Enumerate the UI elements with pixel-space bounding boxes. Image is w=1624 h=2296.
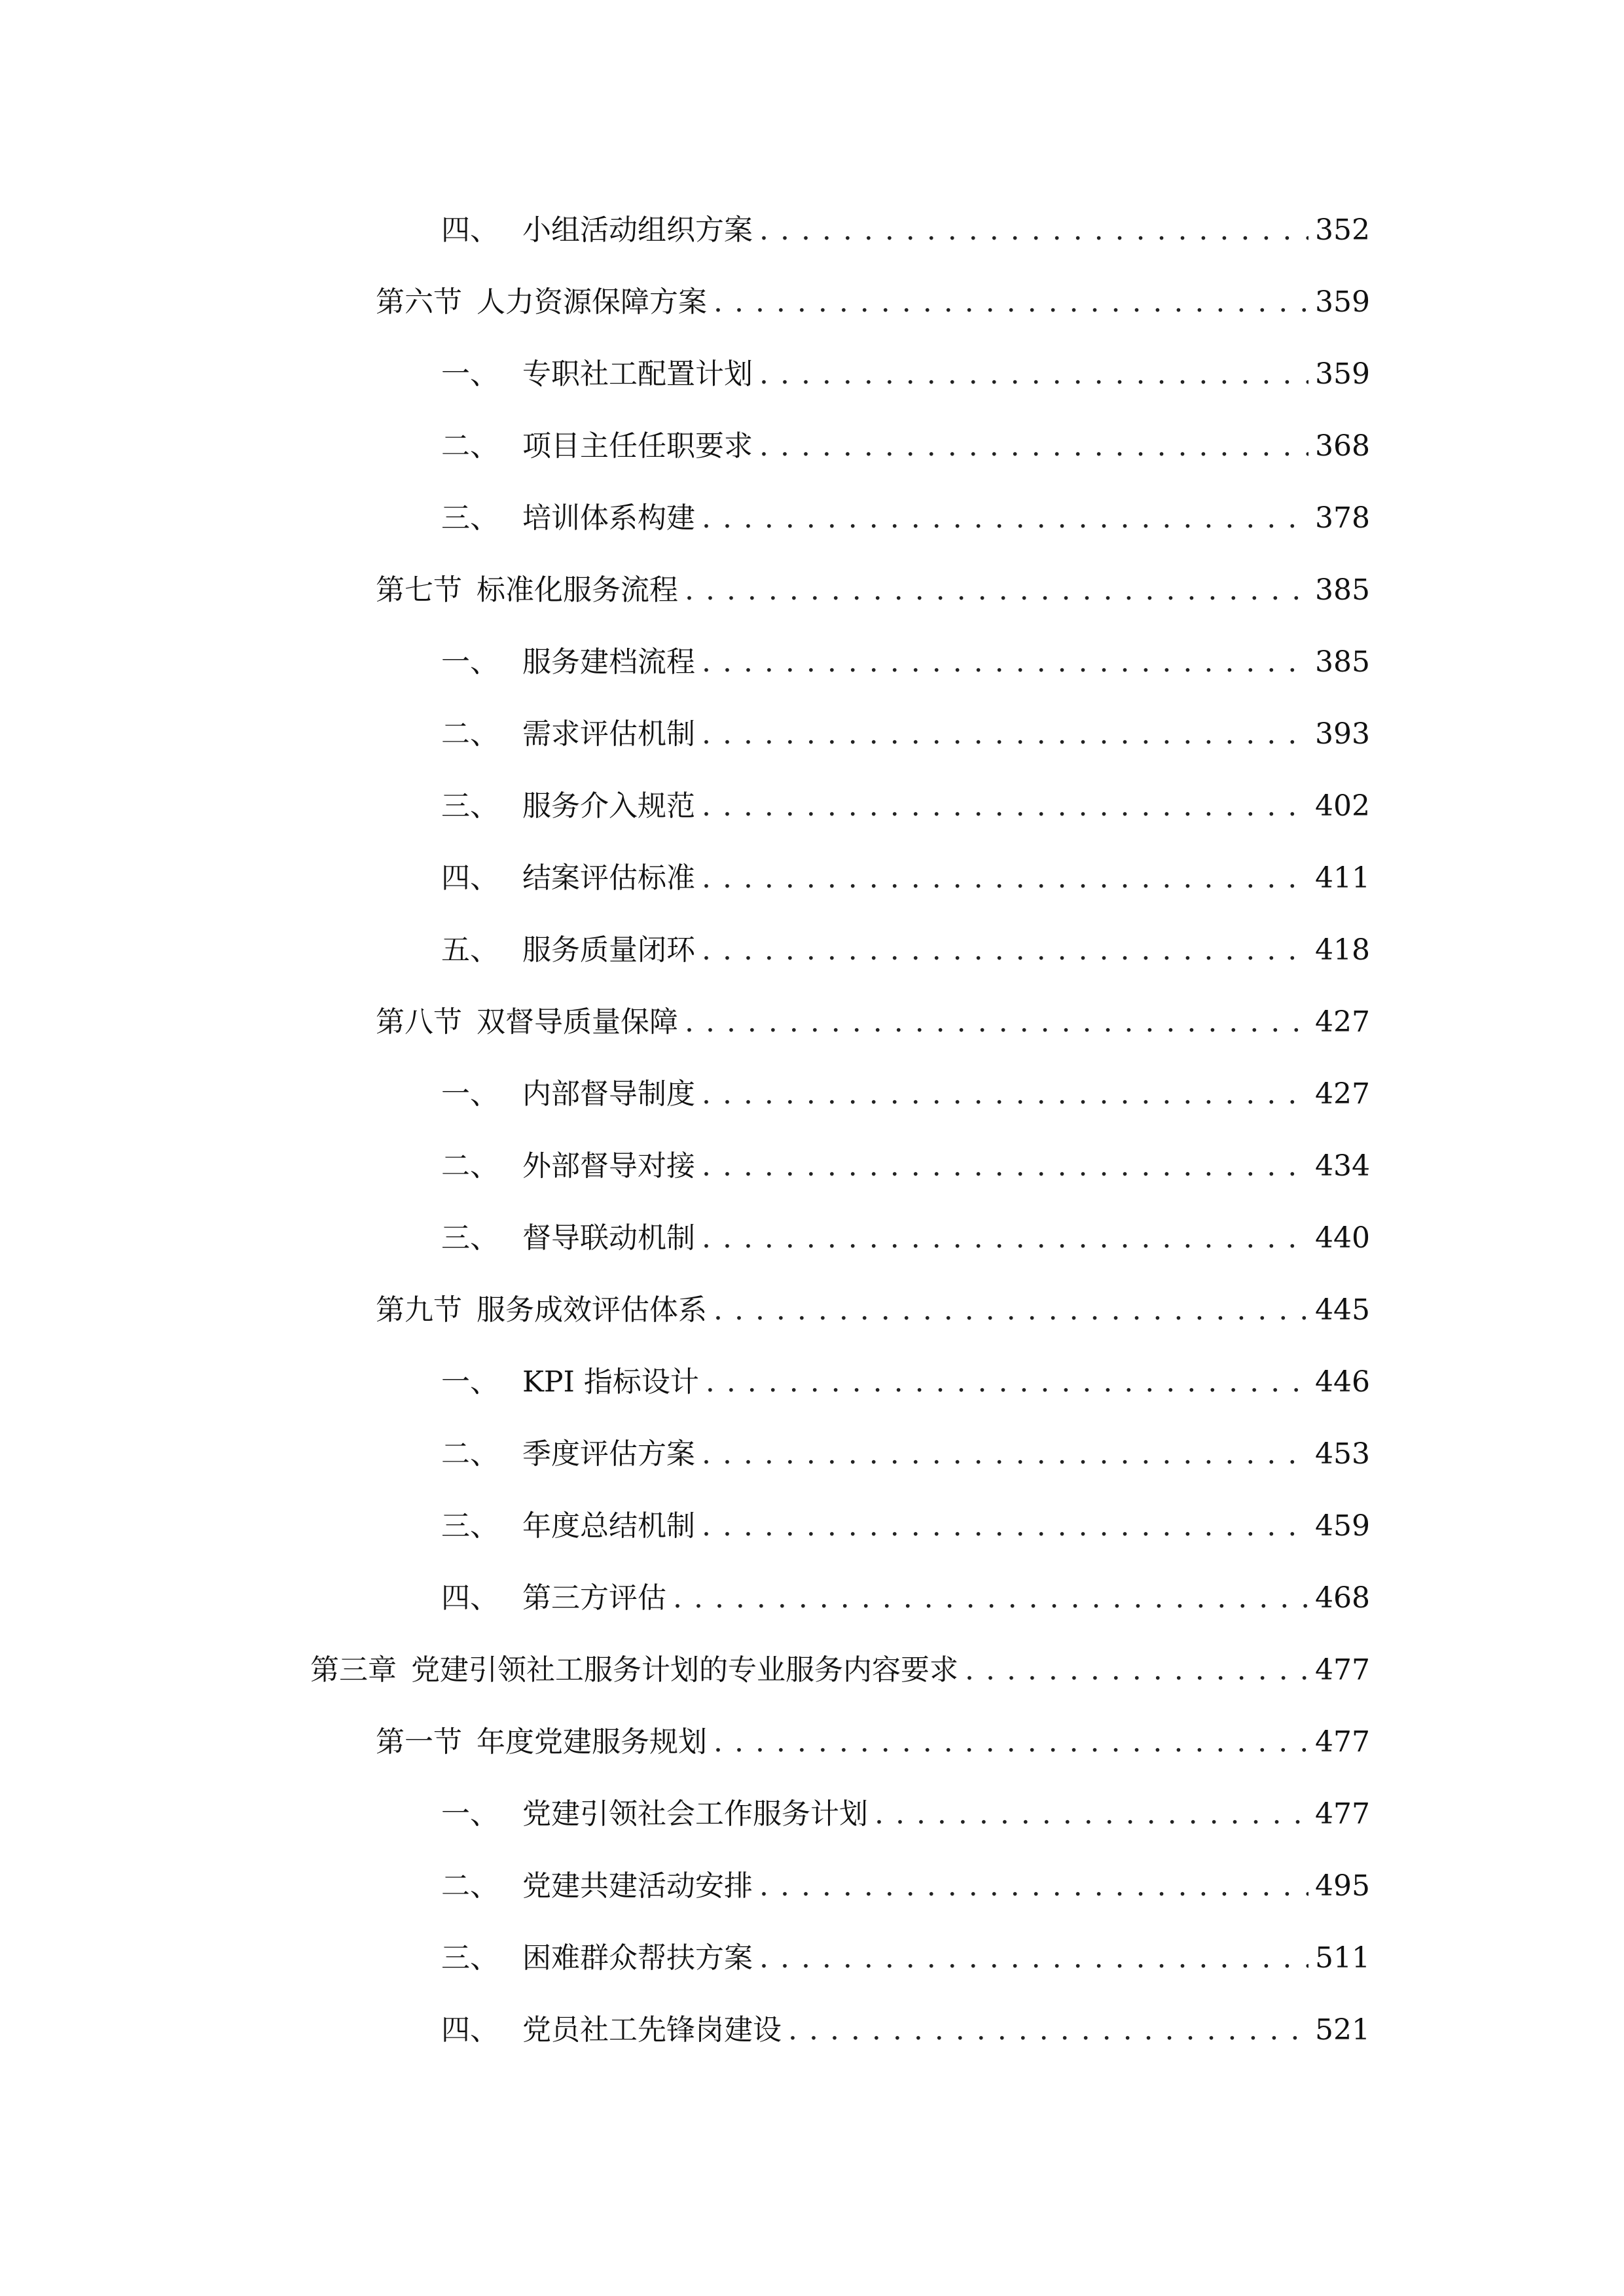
toc-entry[interactable]	[376, 563, 1370, 609]
toc-entry-title: 外部督导对接	[522, 1149, 695, 1183]
toc-entry-number: 第三章	[310, 1653, 397, 1687]
toc-entry-title: 内部督导制度	[522, 1077, 695, 1111]
dot-leader	[965, 1652, 1308, 1689]
toc-entry-number: 二、	[441, 717, 499, 751]
toc-entry-page: 453	[1315, 1437, 1370, 1471]
toc-entry-title: 党员社工先锋岗建设	[522, 2013, 782, 2047]
toc-entry-title: 季度评估方案	[522, 1437, 695, 1471]
toc-entry[interactable]	[441, 203, 1370, 249]
toc-entry-title: 服务成效评估体系	[477, 1293, 707, 1327]
toc-entry-title: 培训体系构建	[522, 501, 695, 535]
dot-leader	[759, 1868, 1308, 1905]
dot-leader	[702, 644, 1308, 681]
toc-entry-page: 427	[1315, 1005, 1370, 1039]
toc-entry-page: 385	[1315, 645, 1370, 679]
toc-entry-title: 双督导质量保障	[477, 1005, 678, 1039]
toc-entry-title: 年度总结机制	[522, 1509, 695, 1543]
toc-entry-number: 一、	[441, 645, 499, 679]
dot-leader	[759, 428, 1308, 465]
dot-leader	[713, 1292, 1308, 1329]
dot-leader	[702, 500, 1308, 537]
toc-entry-number: 三、	[441, 789, 499, 823]
toc-entry-number: 五、	[441, 933, 499, 967]
dot-leader	[673, 1580, 1308, 1617]
toc-entry[interactable]	[441, 1139, 1370, 1185]
dot-leader	[759, 1940, 1308, 1977]
toc-entry-page: 378	[1315, 501, 1370, 535]
toc-entry[interactable]	[441, 1355, 1370, 1401]
toc-entry-number: 三、	[441, 1941, 499, 1975]
toc-entry-page: 468	[1315, 1581, 1370, 1615]
toc-entry[interactable]	[310, 1643, 1370, 1689]
toc-entry-number: 三、	[441, 501, 499, 535]
toc-entry-title: 服务介入规范	[522, 789, 695, 823]
toc-entry-number: 四、	[441, 2013, 499, 2047]
toc-entry[interactable]	[441, 779, 1370, 825]
toc-entry-page: 359	[1315, 285, 1370, 319]
toc-entry-title: 党建引领社会工作服务计划	[522, 1797, 868, 1831]
toc-entry-title: 困难群众帮扶方案	[522, 1941, 753, 1975]
dot-leader	[702, 932, 1308, 969]
toc-entry-number: 第七节	[376, 573, 462, 607]
toc-entry-page: 393	[1315, 717, 1370, 751]
toc-entry[interactable]	[376, 995, 1370, 1041]
dot-leader	[875, 1796, 1308, 1833]
toc-entry[interactable]	[376, 1715, 1370, 1761]
dot-leader	[702, 1076, 1308, 1113]
toc-entry-number: 二、	[441, 1149, 499, 1183]
dot-leader	[685, 1004, 1308, 1041]
toc-entry-page: 477	[1315, 1653, 1370, 1687]
toc-entry-title: 年度党建服务规划	[477, 1725, 707, 1759]
dot-leader	[759, 212, 1308, 249]
toc-entry-title: 小组活动组织方案	[522, 213, 753, 247]
dot-leader	[713, 1724, 1308, 1761]
dot-leader	[759, 356, 1308, 393]
toc-entry-title: 结案评估标准	[522, 861, 695, 895]
toc-entry-number: 二、	[441, 429, 499, 463]
toc-entry-title: 项目主任任职要求	[522, 429, 753, 463]
toc-entry-number: 一、	[441, 1365, 499, 1399]
toc-entry-number: 四、	[441, 1581, 499, 1615]
toc-entry-page: 352	[1315, 213, 1370, 247]
toc-entry-page: 385	[1315, 573, 1370, 607]
toc-entry[interactable]	[441, 419, 1370, 465]
toc-entry[interactable]	[441, 491, 1370, 537]
toc-entry[interactable]	[441, 635, 1370, 681]
toc-entry[interactable]	[441, 2003, 1370, 2049]
toc-entry[interactable]	[441, 1931, 1370, 1977]
toc-entry-title: 需求评估机制	[522, 717, 695, 751]
dot-leader	[702, 1148, 1308, 1185]
toc-entry-number: 三、	[441, 1509, 499, 1543]
toc-entry-page: 427	[1315, 1077, 1370, 1111]
dot-leader	[702, 1220, 1308, 1257]
dot-leader	[702, 788, 1308, 825]
toc-entry-number: 第六节	[376, 285, 462, 319]
toc-entry-number: 一、	[441, 1797, 499, 1831]
toc-entry-title: 党建引领社工服务计划的专业服务内容要求	[411, 1653, 958, 1687]
toc-entry-title: KPI 指标设计	[522, 1365, 699, 1399]
toc-entry[interactable]	[441, 1499, 1370, 1545]
toc-entry[interactable]	[441, 347, 1370, 393]
toc-entry-title: 专职社工配置计划	[522, 357, 753, 391]
toc-entry-page: 402	[1315, 789, 1370, 823]
toc-entry-page: 446	[1315, 1365, 1370, 1399]
toc-entry-page: 477	[1315, 1797, 1370, 1831]
toc-entry-page: 511	[1315, 1941, 1370, 1975]
dot-leader	[706, 1364, 1308, 1401]
toc-entry-number: 第九节	[376, 1293, 462, 1327]
toc-entry[interactable]	[376, 1283, 1370, 1329]
toc-entry[interactable]	[441, 1427, 1370, 1473]
toc-entry-title: 党建共建活动安排	[522, 1869, 753, 1903]
toc-entry-title: 服务质量闭环	[522, 933, 695, 967]
toc-entry-page: 440	[1315, 1221, 1370, 1255]
dot-leader	[788, 2012, 1308, 2049]
toc-entry[interactable]	[376, 275, 1370, 321]
toc-entry-number: 三、	[441, 1221, 499, 1255]
toc-entry-title: 人力资源保障方案	[477, 285, 707, 319]
toc-entry-page: 495	[1315, 1869, 1370, 1903]
toc-entry[interactable]	[441, 1787, 1370, 1833]
toc-entry-title: 标准化服务流程	[477, 573, 678, 607]
toc-entry-title: 服务建档流程	[522, 645, 695, 679]
toc-entry[interactable]	[441, 707, 1370, 753]
dot-leader	[713, 284, 1308, 321]
toc-entry[interactable]	[441, 851, 1370, 897]
toc-entry-number: 第八节	[376, 1005, 462, 1039]
toc-entry-page: 368	[1315, 429, 1370, 463]
toc-entry-page: 359	[1315, 357, 1370, 391]
toc-entry-page: 477	[1315, 1725, 1370, 1759]
toc-entry-number: 二、	[441, 1437, 499, 1471]
toc-entry-page: 521	[1315, 2013, 1370, 2047]
dot-leader	[702, 860, 1308, 897]
toc-entry-page: 418	[1315, 933, 1370, 967]
toc-entry-number: 一、	[441, 1077, 499, 1111]
toc-entry-page: 434	[1315, 1149, 1370, 1183]
dot-leader	[702, 716, 1308, 753]
toc-entry[interactable]	[441, 923, 1370, 969]
toc-entry[interactable]	[441, 1859, 1370, 1905]
dot-leader	[702, 1436, 1308, 1473]
dot-leader	[702, 1508, 1308, 1545]
toc-entry-page: 459	[1315, 1509, 1370, 1543]
toc-entry-title: 第三方评估	[522, 1581, 666, 1615]
toc-entry-number: 第一节	[376, 1725, 462, 1759]
toc-entry-number: 一、	[441, 357, 499, 391]
toc-entry[interactable]	[441, 1211, 1370, 1257]
toc-entry-page: 445	[1315, 1293, 1370, 1327]
toc-entry-number: 四、	[441, 213, 499, 247]
toc-entry[interactable]	[441, 1571, 1370, 1617]
dot-leader	[685, 572, 1308, 609]
toc-entry-number: 四、	[441, 861, 499, 895]
toc-entry[interactable]	[441, 1067, 1370, 1113]
toc-entry-number: 二、	[441, 1869, 499, 1903]
toc-entry-page: 411	[1315, 861, 1370, 895]
toc-entry-title: 督导联动机制	[522, 1221, 695, 1255]
